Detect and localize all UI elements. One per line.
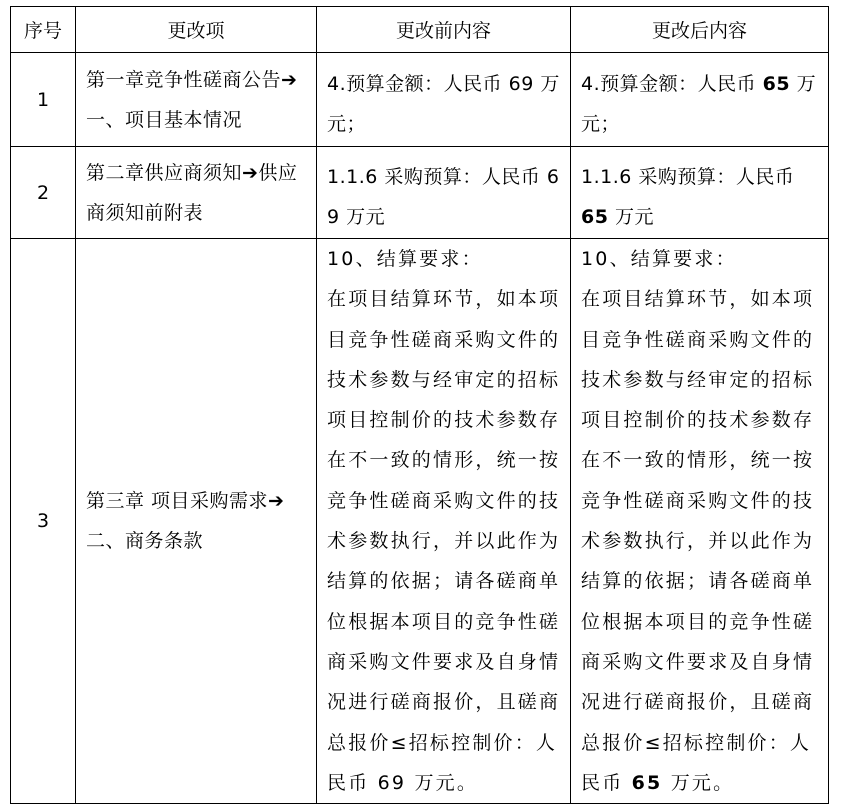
after-content-cell bbox=[571, 239, 829, 804]
after-amount-bold: 65 bbox=[631, 771, 663, 794]
settlement-body-prefix: 在项目结算环节，如本项目竞争性磋商采购文件的技术参数与经审定的招标项目控制价的技术参数存在不一致的情形，统一按竞争性磋商采购文件的技术参数执行，并以此作为结算的依据；请各磋商单位根据本项目的竞争性磋商采购文件要求及自身情况进行磋商报价，且磋商总报价≤招标控制价：人民币 bbox=[581, 288, 815, 794]
after-text-prefix: 1.1.6 采购预算：人民币 bbox=[581, 165, 795, 188]
after-amount-bold: 65 bbox=[762, 72, 791, 95]
after-amount-bold: 65 bbox=[581, 205, 609, 228]
before-content-cell bbox=[317, 147, 571, 239]
change-item-text: 第三章 项目采购需求➔二、商务条款 bbox=[86, 490, 285, 553]
settlement-title: 10、结算要求： bbox=[327, 248, 483, 270]
settlement-body-suffix: 万元。 bbox=[662, 771, 735, 794]
header-before: 更改前内容 bbox=[317, 7, 571, 53]
after-text-suffix: 万元； bbox=[581, 72, 817, 135]
table-row bbox=[11, 147, 829, 239]
after-content-cell bbox=[571, 53, 829, 147]
header-after: 更改后内容 bbox=[571, 7, 829, 53]
after-content-text bbox=[571, 149, 828, 237]
after-content-cell bbox=[571, 147, 829, 239]
after-content-text bbox=[571, 239, 828, 803]
before-content-cell bbox=[317, 53, 571, 147]
settlement-title: 10、结算要求： bbox=[581, 248, 737, 270]
header-item: 更改项 bbox=[76, 7, 317, 53]
row-number: 1 bbox=[11, 53, 76, 147]
change-item-cell bbox=[76, 53, 317, 147]
table-row bbox=[11, 53, 829, 147]
table-row bbox=[11, 239, 829, 804]
after-text-prefix: 4.预算金额：人民币 bbox=[581, 72, 763, 95]
change-item-cell bbox=[76, 239, 317, 804]
after-text-suffix: 万元 bbox=[608, 205, 654, 228]
settlement-body: 在项目结算环节，如本项目竞争性磋商采购文件的技术参数与经审定的招标项目控制价的技术参数存在不一致的情形，统一按竞争性磋商采购文件的技术参数执行，并以此作为结算的依据；请各磋商单位根据本项目的竞争性磋商采购文件要求及自身情况进行磋商报价，且磋商总报价≤招标控制价：人民币 69 万元。 bbox=[327, 288, 561, 794]
before-content-cell bbox=[317, 239, 571, 804]
change-item-text: 第一章竞争性磋商公告➔一、项目基本情况 bbox=[86, 68, 298, 131]
change-item-cell bbox=[76, 147, 317, 239]
before-content-text: 4.预算金额：人民币 69 万元； bbox=[327, 72, 560, 135]
table-header-row bbox=[11, 7, 829, 53]
before-content-text: 1.1.6 采购预算：人民币 69 万元 bbox=[327, 165, 560, 228]
row-number: 2 bbox=[11, 147, 76, 239]
change-item-text: 第二章供应商须知➔供应商须知前附表 bbox=[86, 161, 298, 224]
after-content-text bbox=[571, 56, 828, 144]
header-no: 序号 bbox=[11, 7, 76, 53]
row-number: 3 bbox=[11, 239, 76, 804]
change-table bbox=[10, 6, 829, 804]
before-content-text bbox=[317, 239, 570, 803]
